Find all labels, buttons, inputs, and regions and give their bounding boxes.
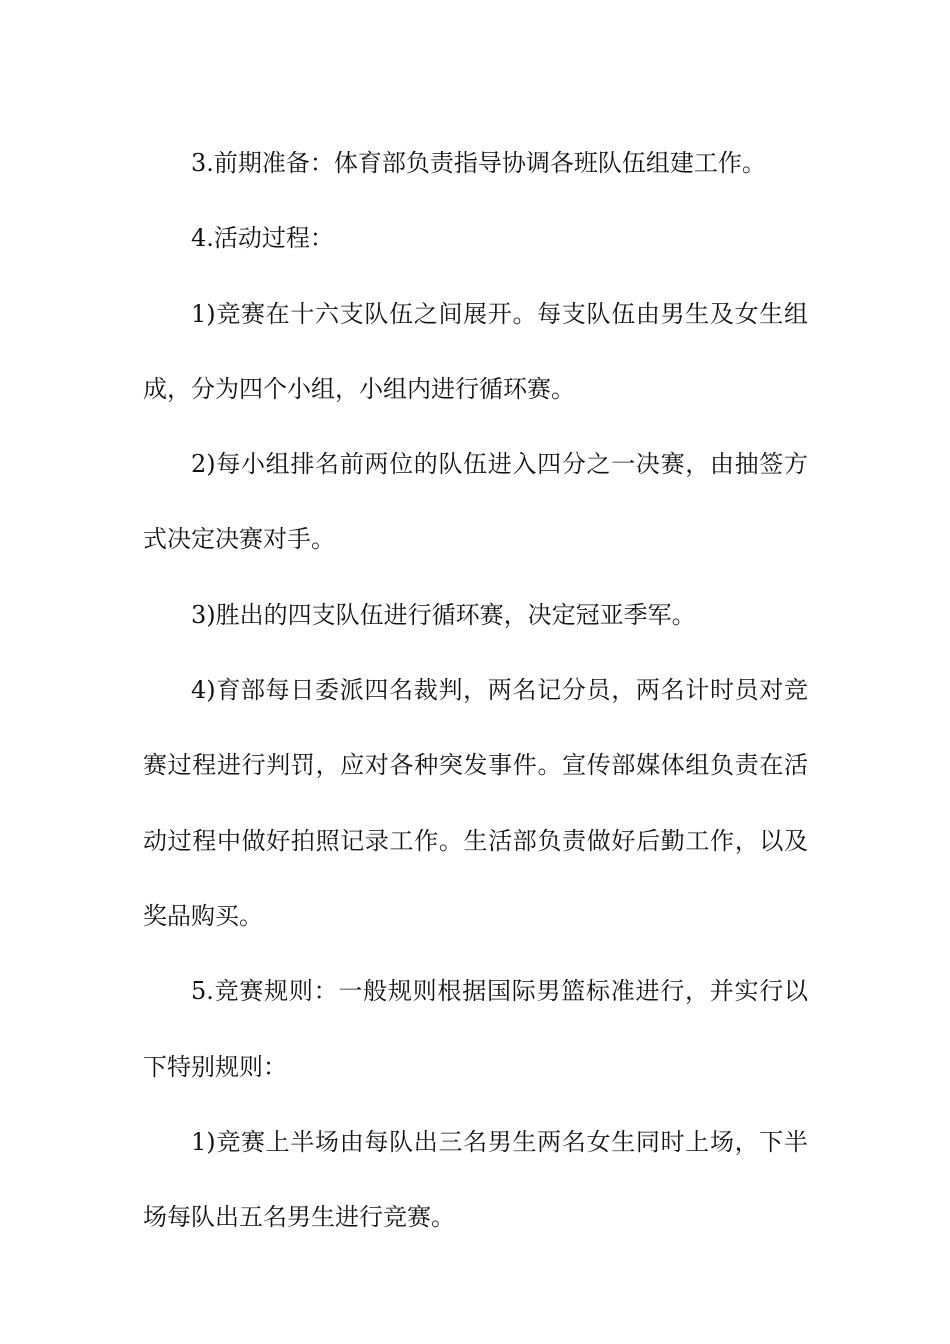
paragraph-rule-item-1: 1)竞赛上半场由每队出三名男生两名女生同时上场，下半场每队出五名男生进行竞赛。	[143, 1127, 808, 1232]
paragraph-process-item-2: 2)每小组排名前两位的队伍进入四分之一决赛，由抽签方式决定决赛对手。	[143, 450, 808, 554]
paragraph-preparation: 3.前期准备：体育部负责指导协调各班队伍组建工作。	[191, 149, 766, 177]
paragraph-competition-rules: 5.竞赛规则：一般规则根据国际男篮标准进行，并实行以下特别规则：	[143, 977, 808, 1081]
paragraph-process-item-1: 1)竞赛在十六支队伍之间展开。每支队伍由男生及女生组成，分为四个小组，小组内进行循环赛。	[143, 299, 808, 403]
paragraph-process-item-4: 4)育部每日委派四名裁判，两名记分员，两名计时员对竞赛过程进行判罚，应对各种突发事件。宣传部媒体组负责在活动过程中做好拍照记录工作。生活部负责做好后勤工作，以及奖品购买。	[143, 676, 808, 930]
paragraph-process-item-3: 3)胜出的四支队伍进行循环赛，决定冠亚季军。	[191, 600, 696, 629]
paragraph-activity-process-heading: 4.活动过程：	[191, 224, 334, 253]
document-body	[143, 126, 808, 1255]
